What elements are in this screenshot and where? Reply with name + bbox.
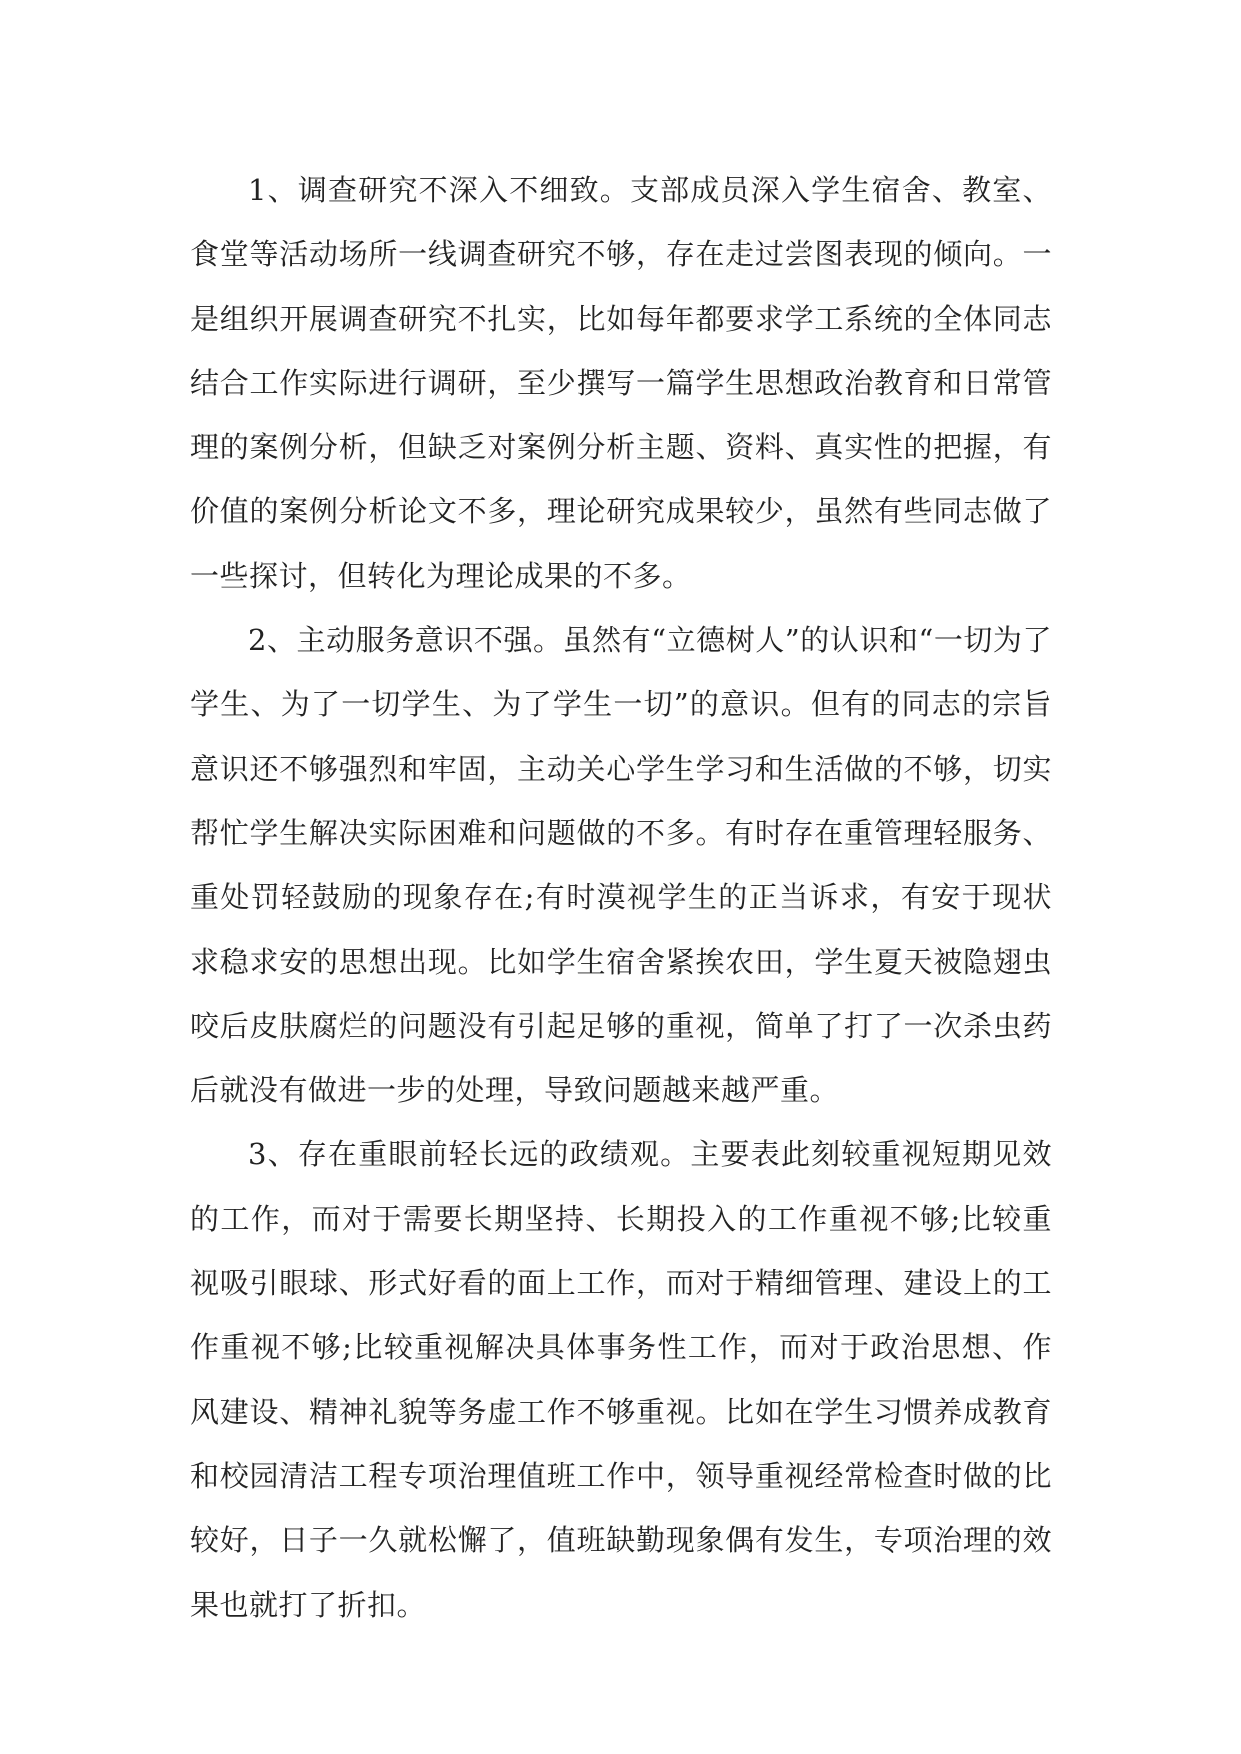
document-body <box>190 158 1052 1637</box>
paragraph-3: 3、存在重眼前轻长远的政绩观。主要表此刻较重视短期见效的工作，而对于需要长期坚持、长期投入的工作重视不够;比较重视吸引眼球、形式好看的面上工作，而对于精细管理、建设上的工作重视不够;比较重视解决具体事务性工作，而对于政治思想、作风建设、精神礼貌等务虚工作不够重视。比如在学生习惯养成教育和校园清洁工程专项治理值班工作中，领导重视经常检查时做的比较好，日子一久就松懈了，值班缺勤现象偶有发生，专项治理的效果也就打了折扣。 <box>190 1137 1052 1622</box>
paragraph-1: 1、调查研究不深入不细致。支部成员深入学生宿舍、教室、食堂等活动场所一线调查研究不够，存在走过尝图表现的倾向。一是组织开展调查研究不扎实，比如每年都要求学工系统的全体同志结合工作实际进行调研，至少撰写一篇学生思想政治教育和日常管理的案例分析，但缺乏对案例分析主题、资料、真实性的把握，有价值的案例分析论文不多，理论研究成果较少，虽然有些同志做了一些探讨，但转化为理论成果的不多。 <box>190 173 1052 593</box>
paragraph-2: 2、主动服务意识不强。虽然有“立德树人”的认识和“一切为了学生、为了一切学生、为了学生一切”的意识。但有的同志的宗旨意识还不够强烈和牢固，主动关心学生学习和生活做的不够，切实帮忙学生解决实际困难和问题做的不多。有时存在重管理轻服务、重处罚轻鼓励的现象存在;有时漠视学生的正当诉求，有安于现状求稳求安的思想出现。比如学生宿舍紧挨农田，学生夏天被隐翅虫咬后皮肤腐烂的问题没有引起足够的重视，简单了打了一次杀虫药后就没有做进一步的处理，导致问题越来越严重。 <box>190 623 1052 1108</box>
